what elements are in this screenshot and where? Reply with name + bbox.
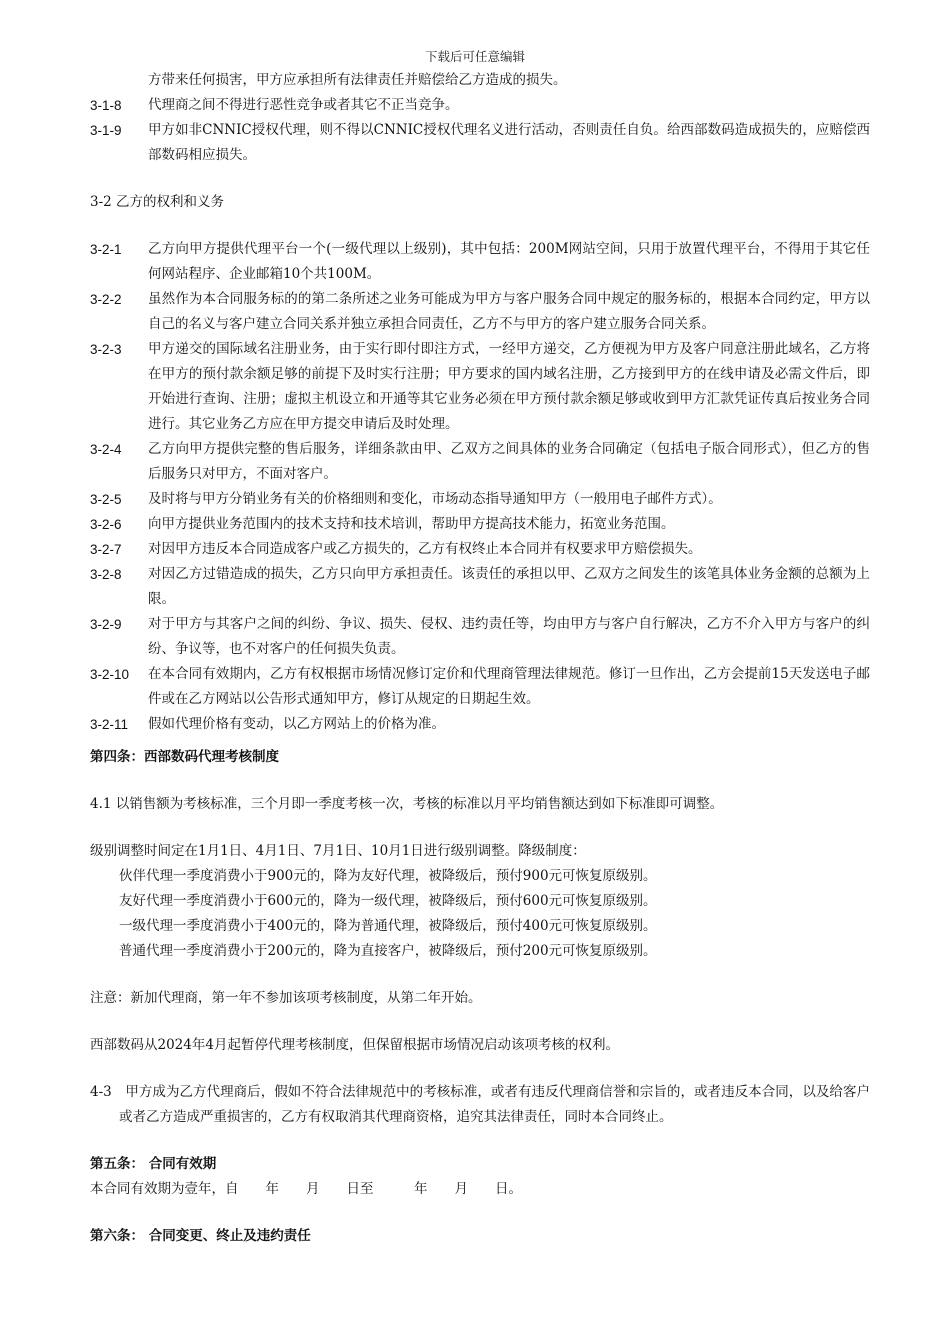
clause-text: 在本合同有效期内，乙方有权根据市场情况修订定价和代理商管理法律规范。修订一旦作出，乙方会提前15天发送电子邮件或在乙方网站以公告形式通知甲方，修订从规定的日期起生效。: [148, 666, 870, 707]
paragraph-4-1: 4.1 以销售额为考核标准，三个月即一季度考核一次，考核的标准以月平均销售额达到如下标准即可调整。: [90, 796, 724, 812]
level-adjust-intro: 级别调整时间定在1月1日、4月1日、7月1日、10月1日进行级别调整。降级制度：: [90, 843, 586, 859]
clause-text: 对因乙方过错造成的损失，乙方只向甲方承担责任。该责任的承担以甲、乙双方之间发生的该笔具体业务金额的总额为上限。: [148, 566, 870, 607]
clause-item: [90, 512, 870, 537]
clause-item: [90, 337, 870, 437]
clause-number: 3-2-2: [90, 292, 122, 307]
clause-number: 3-1-9: [90, 123, 122, 138]
clause-item: [90, 662, 870, 712]
clause-item: [90, 237, 870, 287]
clause-item: [90, 712, 870, 737]
clause-item: [90, 287, 870, 337]
clause-number: 3-1-8: [90, 98, 122, 113]
clause-number: 3-2-3: [90, 342, 122, 357]
clause-item: [90, 612, 870, 662]
clause-item: [90, 562, 870, 612]
clause-number: 3-2-1: [90, 242, 122, 257]
clause-text: 及时将与甲方分销业务有关的价格细则和变化，市场动态指导通知甲方（一般用电子邮件方式）。: [148, 491, 722, 507]
clause-text: 对于甲方与其客户之间的纠纷、争议、损失、侵权、违约责任等，均由甲方与客户自行解决，乙方不介入甲方与客户的纠纷、争议等，也不对客户的任何损失负责。: [148, 616, 870, 657]
clause-number: 3-2-6: [90, 517, 122, 532]
clause-text: 甲方递交的国际域名注册业务，由于实行即付即注方式，一经甲方递交，乙方便视为甲方及客户同意注册此域名，乙方将在甲方的预付款余额足够的前提下及时实行注册；甲方要求的国内域名注册，乙方接到甲方的在线申请及必需文件后，即开始进行查询、注册；虚拟主机设立和开通等其它业务必须在甲方预付款余额足够或收到甲方汇款凭证传真后按业务合同进行。其它业务乙方应在甲方提交申请后及时处理。: [148, 341, 870, 432]
suspension-paragraph: 西部数码从2024年4月起暂停代理考核制度，但保留根据市场情况启动该项考核的权利。: [90, 1037, 619, 1053]
article-4-heading: 第四条：西部数码代理考核制度: [90, 749, 279, 765]
clause-text: 乙方向甲方提供完整的售后服务，详细条款由甲、乙双方之间具体的业务合同确定（包括电子版合同形式），但乙方的售后服务只对甲方，不面对客户。: [148, 441, 870, 482]
continuation-text: 方带来任何损害，甲方应承担所有法律责任并赔偿给乙方造成的损失。: [148, 72, 567, 88]
clause-item: [90, 537, 870, 562]
paragraph-4-3: 4-3 甲方成为乙方代理商后，假如不符合法律规范中的考核标准，或者有违反代理商信誉和宗旨的，或者违反本合同，以及给客户或者乙方造成严重损害的，乙方有权取消其代理商资格，追究其法律责任，同时本合同终止。: [90, 1084, 870, 1125]
section-heading-3-2: 3-2 乙方的权利和义务: [90, 194, 225, 210]
validity-paragraph: 本合同有效期为壹年，自 年 月 日至 年 月 日。: [90, 1181, 522, 1197]
clause-number: 3-2-8: [90, 567, 122, 582]
demotion-rule: 友好代理一季度消费小于600元的，降为一级代理，被降级后，预付600元可恢复原级别。: [119, 893, 657, 909]
clause-item: [90, 93, 870, 118]
demotion-rule: 一级代理一季度消费小于400元的，降为普通代理，被降级后，预付400元可恢复原级别。: [119, 918, 657, 934]
clause-number: 3-2-5: [90, 492, 122, 507]
clause-item: [90, 487, 870, 512]
clause-number: 3-2-10: [90, 667, 130, 682]
clause-text: 向甲方提供业务范围内的技术支持和技术培训，帮助甲方提高技术能力，拓宽业务范围。: [148, 516, 675, 532]
clause-text: 对因甲方违反本合同造成客户或乙方损失的，乙方有权终止本合同并有权要求甲方赔偿损失。: [148, 541, 702, 557]
article-5-heading: 第五条： 合同有效期: [90, 1156, 217, 1172]
clause-text: 乙方向甲方提供代理平台一个(一级代理以上级别)，其中包括：200M网站空间，只用于放置代理平台，不得用于其它任何网站程序、企业邮箱10个共100M。: [148, 241, 870, 282]
clause-list-3-1: [90, 93, 870, 168]
document-body: [90, 68, 870, 1249]
note-paragraph: 注意：新加代理商，第一年不参加该项考核制度，从第二年开始。: [90, 990, 482, 1006]
clause-text: 虽然作为本合同服务标的的第二条所述之业务可能成为甲方与客户服务合同中规定的服务标的，根据本合同约定，甲方以自己的名义与客户建立合同关系并独立承担合同责任，乙方不与甲方的客户建立服务合同关系。: [148, 291, 870, 332]
article-6-heading: 第六条： 合同变更、终止及违约责任: [90, 1228, 311, 1244]
clause-text: 代理商之间不得进行恶性竞争或者其它不正当竞争。: [148, 97, 459, 113]
clause-number: 3-2-7: [90, 542, 122, 557]
clause-number: 3-2-9: [90, 617, 122, 632]
clause-item: [90, 118, 870, 168]
clause-number: 3-2-4: [90, 442, 122, 457]
demotion-rule: 普通代理一季度消费小于200元的，降为直接客户，被降级后，预付200元可恢复原级别。: [119, 943, 657, 959]
clause-number: 3-2-11: [90, 717, 129, 732]
clause-list-3-2: [90, 237, 870, 737]
clause-text: 甲方如非CNNIC授权代理，则不得以CNNIC授权代理名义进行活动，否则责任自负。给西部数码造成损失的，应赔偿西部数码相应损失。: [148, 122, 870, 163]
clause-item: [90, 437, 870, 487]
page-header: 下载后可任意编辑: [424, 49, 525, 64]
clause-text: 假如代理价格有变动，以乙方网站上的价格为准。: [148, 716, 445, 732]
demotion-rule: 伙伴代理一季度消费小于900元的，降为友好代理，被降级后，预付900元可恢复原级别。: [119, 868, 657, 884]
